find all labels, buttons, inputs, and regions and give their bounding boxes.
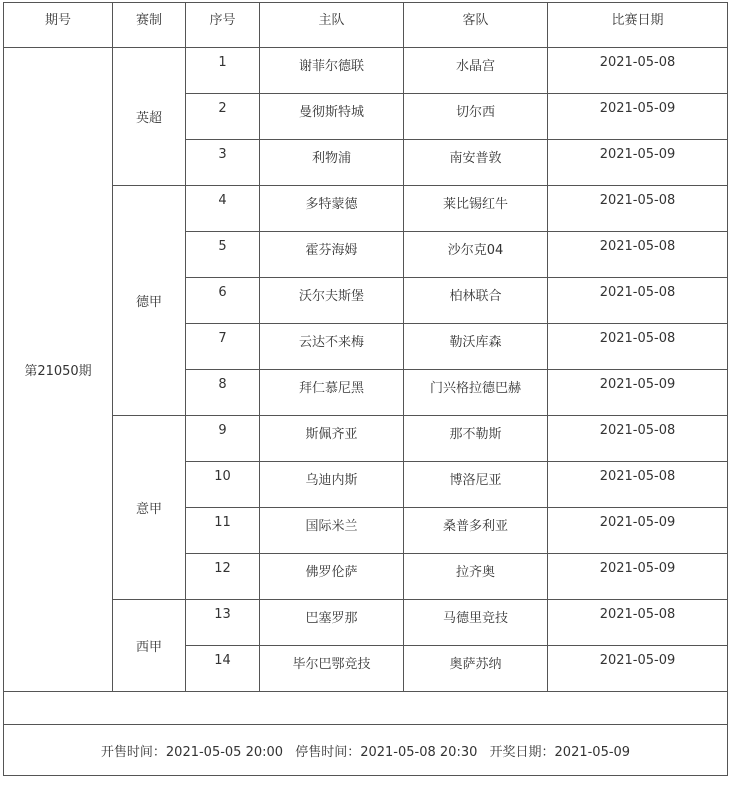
away-team-cell: 南安普敦 [404,140,548,186]
match-date-cell: 2021-05-08 [548,186,728,232]
match-number-cell: 3 [186,140,260,186]
home-team-cell: 沃尔夫斯堡 [260,278,404,324]
match-number-cell: 1 [186,48,260,94]
match-number-cell: 9 [186,416,260,462]
header-period: 期号 [4,3,113,48]
league-cell: 意甲 [113,416,186,600]
match-date-cell: 2021-05-09 [548,94,728,140]
match-date-cell: 2021-05-09 [548,554,728,600]
match-number-cell: 5 [186,232,260,278]
away-team-cell: 沙尔克04 [404,232,548,278]
match-number-cell: 13 [186,600,260,646]
header-date: 比赛日期 [548,3,728,48]
sale-start-value: 2021-05-05 20:00 [165,744,284,760]
match-date-cell: 2021-05-08 [548,462,728,508]
match-number-cell: 11 [186,508,260,554]
footer-row [4,725,728,776]
home-team-cell: 国际米兰 [260,508,404,554]
away-team-cell: 马德里竞技 [404,600,548,646]
home-team-cell: 毕尔巴鄂竞技 [260,646,404,692]
draw-date-label: 开奖日期： [489,744,555,760]
footer-cell [4,725,728,776]
home-team-cell: 拜仁慕尼黑 [260,370,404,416]
match-date-cell: 2021-05-09 [548,140,728,186]
match-row [4,186,728,232]
match-schedule-table [3,2,728,776]
match-date-cell: 2021-05-08 [548,278,728,324]
match-date-cell: 2021-05-08 [548,48,728,94]
away-team-cell: 莱比锡红牛 [404,186,548,232]
home-team-cell: 乌迪内斯 [260,462,404,508]
draw-date-value: 2021-05-09 [554,744,631,760]
away-team-cell: 那不勒斯 [404,416,548,462]
match-date-cell: 2021-05-08 [548,600,728,646]
away-team-cell: 桑普多利亚 [404,508,548,554]
home-team-cell: 云达不来梅 [260,324,404,370]
draw-date [490,745,631,760]
header-home: 主队 [260,3,404,48]
sale-start [101,745,283,760]
match-number-cell: 7 [186,324,260,370]
match-date-cell: 2021-05-09 [548,508,728,554]
match-date-cell: 2021-05-08 [548,416,728,462]
blank-row [4,692,728,725]
sale-stop-value: 2021-05-08 20:30 [360,744,478,760]
match-number-cell: 4 [186,186,260,232]
home-team-cell: 曼彻斯特城 [260,94,404,140]
match-number-cell: 10 [186,462,260,508]
header-row [4,3,728,48]
sale-stop-label: 停售时间： [295,744,361,760]
home-team-cell: 斯佩齐亚 [260,416,404,462]
match-row [4,48,728,94]
match-date-cell: 2021-05-08 [548,232,728,278]
home-team-cell: 佛罗伦萨 [260,554,404,600]
away-team-cell: 博洛尼亚 [404,462,548,508]
home-team-cell: 多特蒙德 [260,186,404,232]
away-team-cell: 拉齐奥 [404,554,548,600]
away-team-cell: 柏林联合 [404,278,548,324]
match-date-cell: 2021-05-09 [548,370,728,416]
league-cell: 英超 [113,48,186,186]
sale-stop [295,745,477,760]
header-number: 序号 [186,3,260,48]
match-number-cell: 8 [186,370,260,416]
match-row [4,416,728,462]
away-team-cell: 门兴格拉德巴赫 [404,370,548,416]
league-cell: 西甲 [113,600,186,692]
match-number-cell: 6 [186,278,260,324]
match-date-cell: 2021-05-09 [548,646,728,692]
sale-start-label: 开售时间： [100,744,166,760]
match-date-cell: 2021-05-08 [548,324,728,370]
period-cell: 第21050期 [4,48,113,692]
away-team-cell: 切尔西 [404,94,548,140]
away-team-cell: 奥萨苏纳 [404,646,548,692]
match-number-cell: 14 [186,646,260,692]
home-team-cell: 谢菲尔德联 [260,48,404,94]
header-league: 赛制 [113,3,186,48]
league-cell: 德甲 [113,186,186,416]
home-team-cell: 利物浦 [260,140,404,186]
match-number-cell: 2 [186,94,260,140]
header-away: 客队 [404,3,548,48]
away-team-cell: 水晶宫 [404,48,548,94]
blank-cell [4,692,728,725]
home-team-cell: 巴塞罗那 [260,600,404,646]
away-team-cell: 勒沃库森 [404,324,548,370]
match-row [4,600,728,646]
match-number-cell: 12 [186,554,260,600]
home-team-cell: 霍芬海姆 [260,232,404,278]
